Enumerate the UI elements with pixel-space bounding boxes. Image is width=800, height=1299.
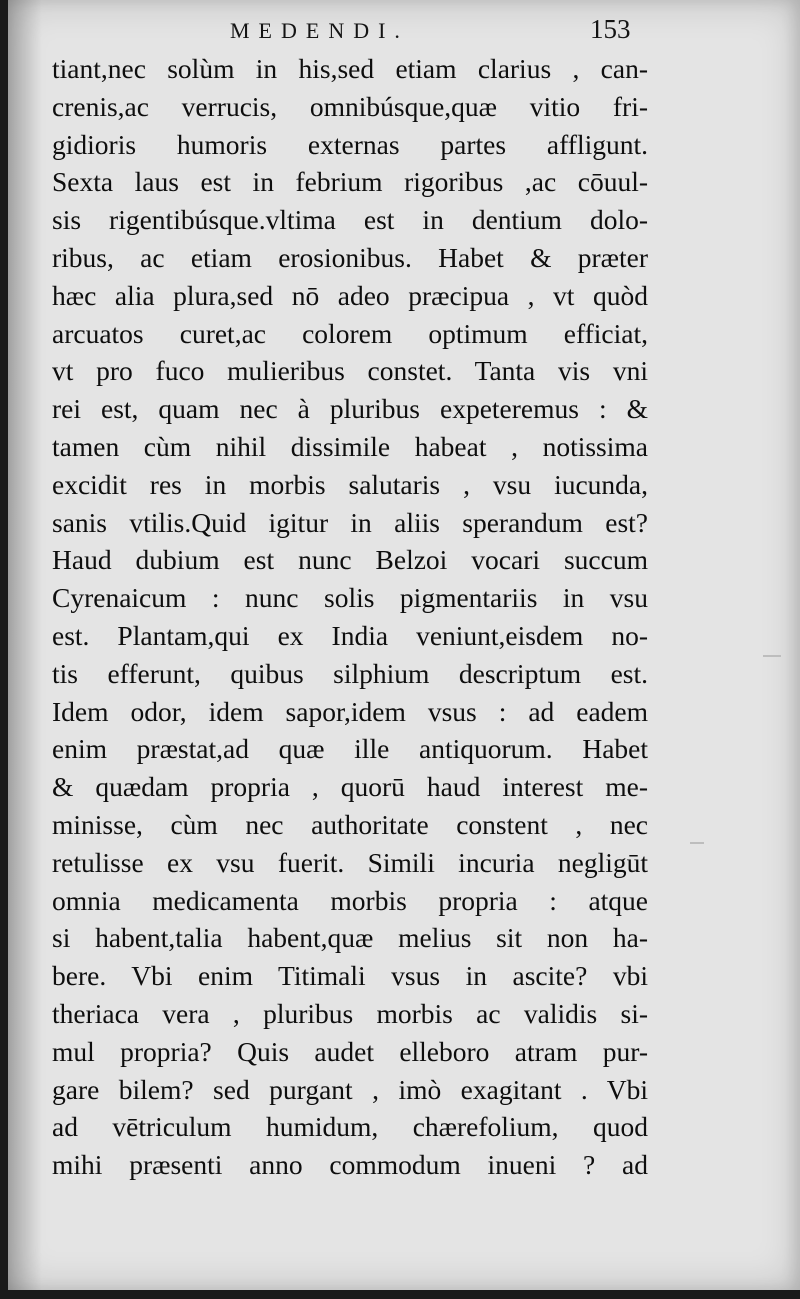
margin-rule bbox=[763, 655, 781, 657]
text-line: Cyrenaicum : nunc solis pigmentariis in vsu bbox=[52, 582, 648, 614]
text-line: gare bilem? sed purgant , imò exagitant . Vbi bbox=[52, 1073, 648, 1105]
text-line: sanis vtilis.Quid igitur in aliis sperandum est? bbox=[52, 506, 648, 538]
text-line: mul propria? Quis audet elleboro atram pur- bbox=[52, 1035, 648, 1067]
running-head: MEDENDI. bbox=[230, 18, 409, 43]
text-line: theriaca vera , pluribus morbis ac validis si- bbox=[52, 997, 648, 1029]
text-line: est. Plantam,qui ex India veniunt,eisdem no- bbox=[52, 619, 648, 651]
body-text bbox=[52, 50, 648, 1184]
text-line: bere. Vbi enim Titimali vsus in ascite? vbi bbox=[52, 960, 648, 992]
text-line: ad vētriculum humidum, chærefolium, quod bbox=[52, 1111, 648, 1143]
text-line: omnia medicamenta morbis propria : atque bbox=[52, 884, 648, 916]
gutter-shadow bbox=[8, 0, 42, 1290]
text-line: gidioris humoris externas partes affligunt. bbox=[52, 128, 648, 160]
book-page bbox=[8, 0, 800, 1290]
text-line: sis rigentibúsque.vltima est in dentium dolo- bbox=[52, 204, 648, 236]
text-line: excidit res in morbis salutaris , vsu iucunda, bbox=[52, 468, 648, 500]
text-line: tamen cùm nihil dissimile habeat , notissima bbox=[52, 430, 648, 462]
text-line: tiant,nec solùm in his,sed etiam clarius , can- bbox=[52, 53, 648, 84]
text-line: Haud dubium est nunc Belzoi vocari succum bbox=[52, 544, 648, 576]
text-line: arcuatos curet,ac colorem optimum efficiat, bbox=[52, 317, 648, 349]
page-number: 153 bbox=[590, 14, 631, 44]
text-line: crenis,ac verrucis, omnibúsque,quæ vitio fri- bbox=[52, 90, 648, 122]
text-line: & quædam propria , quorū haud interest me- bbox=[52, 771, 648, 803]
text-line: vt pro fuco mulieribus constet. Tanta vis vni bbox=[52, 355, 648, 387]
text-line: hæc alia plura,sed nō adeo præcipua , vt quòd bbox=[52, 279, 648, 311]
margin-rule bbox=[690, 842, 704, 844]
text-line: si habent,talia habent,quæ melius sit non ha- bbox=[52, 922, 648, 954]
text-line: Sexta laus est in febrium rigoribus ,ac cōuul- bbox=[52, 166, 648, 198]
text-line: tis efferunt, quibus silphium descriptum est. bbox=[52, 657, 648, 689]
text-line: minisse, cùm nec authoritate constent , nec bbox=[52, 808, 648, 840]
text-line: enim præstat,ad quæ ille antiquorum. Habet bbox=[52, 733, 648, 765]
text-line: rei est, quam nec à pluribus expeteremus : & bbox=[52, 393, 648, 425]
text-line: mihi præsenti anno commodum inueni ? ad bbox=[52, 1149, 648, 1181]
text-line: Idem odor, idem sapor,idem vsus : ad eadem bbox=[52, 695, 648, 727]
text-line: retulisse ex vsu fuerit. Simili incuria negligūt bbox=[52, 846, 648, 878]
text-line: ribus, ac etiam erosionibus. Habet & præter bbox=[52, 241, 648, 273]
